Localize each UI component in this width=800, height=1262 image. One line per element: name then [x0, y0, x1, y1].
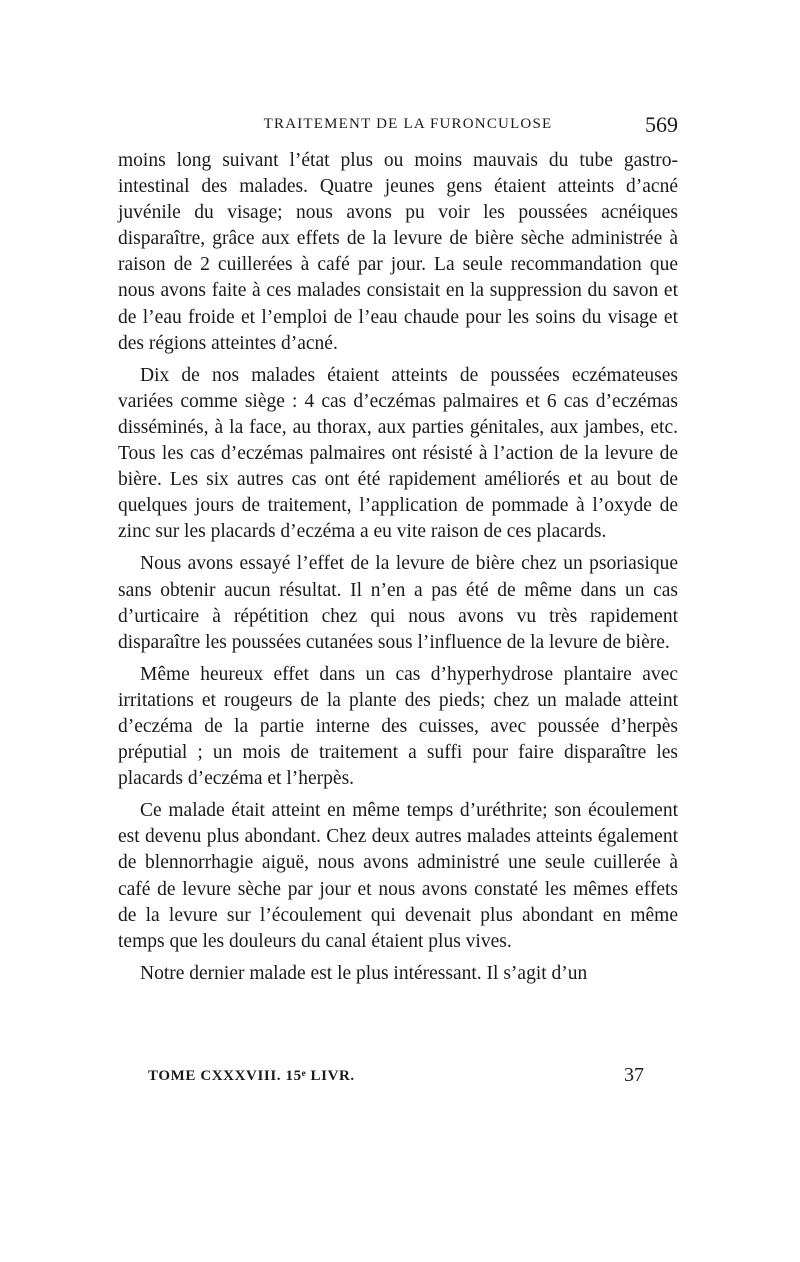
paragraph-2: Dix de nos malades étaient atteints de poussées eczémateuses variées comme siège : 4 cas d’eczémas palmaires et 6 cas d’eczémas disséminés, à la face, au thorax, aux parties génitales, aux jambes, etc. Tous les cas d’eczémas palmaires ont résisté à l’action de la levure de bière. Les six autres cas ont été rapidement améliorés et au bout de quelques jours de traitement, l’application de pommade à l’oxyde de zinc sur les placards d’eczéma a eu vite raison de ces placards. — [118, 364, 678, 543]
running-title: TRAITEMENT DE LA FURONCULOSE — [263, 116, 553, 132]
paragraph-4: Même heureux effet dans un cas d’hyperhydrose plantaire avec irritations et rougeurs de la plante des pieds; chez un malade atteint d’eczéma de la partie interne des cuisses, avec poussée d’herpès préputial ; un mois de traitement a suffi pour faire disparaître les placards d’eczéma et l’herpès. — [118, 663, 678, 790]
paragraph-3: Nous avons essayé l’effet de la levure de bière chez un psoriasique sans obtenir aucun résultat. Il n’en a pas été de même dans un cas d’urticaire à répétition chez qui nous avons vu très rapidement disparaître les poussées cutanées sous l’influence de la levure de bière. — [118, 553, 678, 653]
paragraph-6: Notre dernier malade est le plus intéressant. Il s’agit d’un — [140, 962, 588, 984]
paragraph-1: moins long suivant l’état plus ou moins mauvais du tube gastro-intestinal des malades. Quatre jeunes gens étaient atteints d’acné juvénile du visage; nous avons pu voir les poussées acnéiques disparaître, grâce aux effets de la levure de bière sèche administrée à raison de 2 cuillerées à café par jour. La seule recommandation que nous avons faite à ces malades consistait en la suppression du savon et de l’eau froide et l’emploi de l’eau chaude pour les soins du visage et des régions atteintes d’acné. — [118, 150, 678, 354]
page-number: 569 — [645, 112, 678, 137]
gathering-number: 37 — [624, 1064, 644, 1086]
running-header — [118, 112, 678, 142]
body-text — [118, 148, 678, 993]
page-footer — [148, 1064, 648, 1094]
paragraph-5: Ce malade était atteint en même temps d’uréthrite; son écoulement est devenu plus abondant. Chez deux autres malades atteints également de blennorrhagie aiguë, nous avons administré une seule cuillerée à café de levure sèche par jour et nous avons constaté les mêmes effets de la levure sur l’écoulement qui devenait plus abondant en même temps que les douleurs du canal étaient plus vives. — [118, 800, 678, 952]
signature-mark: TOME CXXXVIII. 15ᵉ LIVR. — [148, 1068, 355, 1084]
